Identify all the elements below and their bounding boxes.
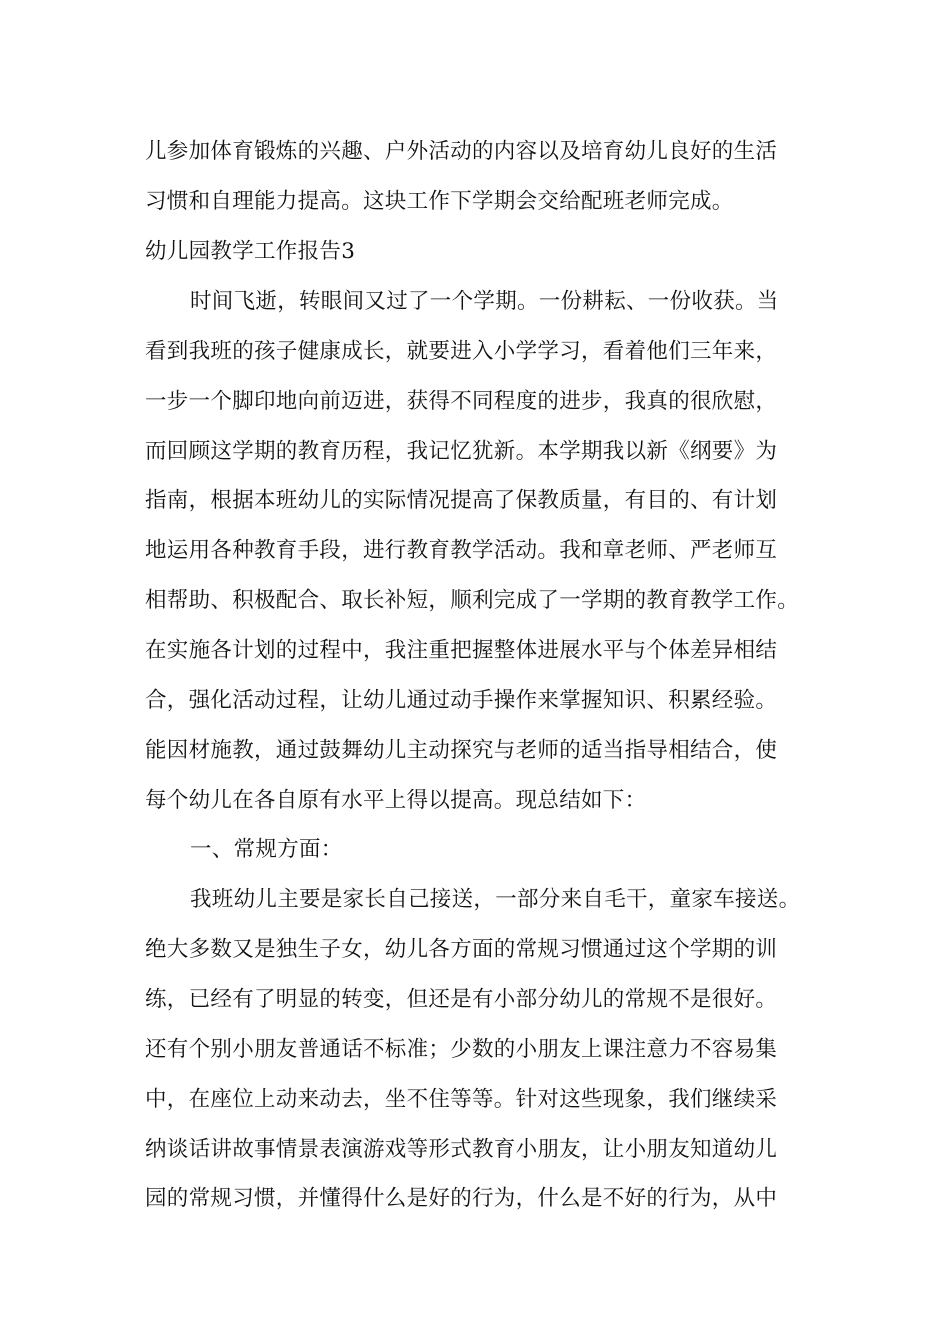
section-title: 幼儿园教学工作报告3 bbox=[145, 239, 356, 264]
text-line: 练，已经有了明显的转变，但还是有小部分幼儿的常规不是很好。 bbox=[145, 987, 778, 1012]
text-line: 而回顾这学期的教育历程，我记忆犹新。本学期我以新《纲要》为 bbox=[145, 439, 778, 464]
text-line: 能因材施教，通过鼓舞幼儿主动探究与老师的适当指导相结合，使 bbox=[145, 738, 778, 763]
text-line: 儿参加体育锻炼的兴趣、户外活动的内容以及培育幼儿良好的生活 bbox=[145, 139, 778, 164]
text-line: 指南，根据本班幼儿的实际情况提高了保教质量，有目的、有计划 bbox=[145, 488, 778, 513]
text-line: 中，在座位上动来动去，坐不住等等。针对这些现象，我们继续采 bbox=[145, 1087, 778, 1112]
text-line: 绝大多数又是独生子女，幼儿各方面的常规习惯通过这个学期的训 bbox=[145, 937, 778, 962]
text-line: 园的常规习惯，并懂得什么是好的行为，什么是不好的行为，从中 bbox=[145, 1186, 778, 1211]
text-line: 习惯和自理能力提高。这块工作下学期会交给配班老师完成。 bbox=[145, 189, 734, 214]
text-line: 看到我班的孩子健康成长，就要进入小学学习，看着他们三年来， bbox=[145, 339, 778, 364]
text-line: 一步一个脚印地向前迈进，获得不同程度的进步，我真的很欣慰， bbox=[145, 389, 778, 414]
paragraph-first-line: 时间飞逝，转眼间又过了一个学期。一份耕耘、一份收获。当 bbox=[190, 289, 779, 314]
text-line: 相帮助、积极配合、取长补短，顺利完成了一学期的教育教学工作。 bbox=[145, 588, 800, 613]
text-line: 地运用各种教育手段，进行教育教学活动。我和章老师、严老师互 bbox=[145, 538, 778, 563]
paragraph-first-line: 我班幼儿主要是家长自己接送，一部分来自毛干，童家车接送。 bbox=[190, 887, 801, 912]
text-line: 每个幼儿在各自原有水平上得以提高。现总结如下： bbox=[145, 788, 647, 813]
text-line: 纳谈话讲故事情景表演游戏等形式教育小朋友，让小朋友知道幼儿 bbox=[145, 1137, 778, 1162]
text-line: 合，强化活动过程，让幼儿通过动手操作来掌握知识、积累经验。 bbox=[145, 688, 778, 713]
text-line: 在实施各计划的过程中，我注重把握整体进展水平与个体差异相结 bbox=[145, 638, 778, 663]
text-line: 还有个别小朋友普通话不标准；少数的小朋友上课注意力不容易集 bbox=[145, 1037, 778, 1062]
subheading: 一、常规方面： bbox=[190, 837, 343, 862]
